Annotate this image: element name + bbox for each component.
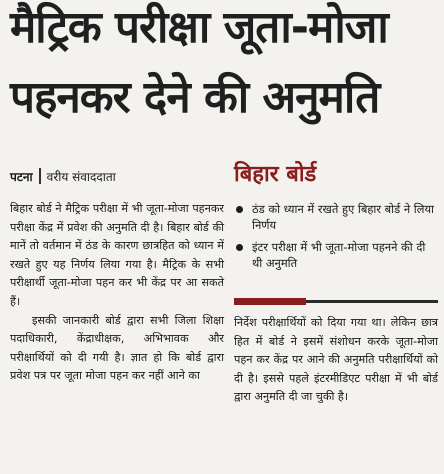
section-divider: [234, 298, 438, 305]
byline: [10, 160, 220, 192]
article-column-left: [10, 200, 224, 386]
bullet-dot-icon: [236, 206, 243, 213]
headline-line-1: मैट्रिक परीक्षा जूता-मोजा: [10, 2, 388, 53]
highlight-bullet: [234, 239, 438, 271]
section-title: बिहार बोर्ड: [234, 162, 317, 187]
article-column-right: [234, 314, 438, 407]
byline-separator: [39, 168, 41, 184]
body-paragraph-1: बिहार बोर्ड ने मैट्रिक परीक्षा में भी जूता-मोजा पहनकर परीक्षा केंद्र में प्रवेश की अनुमति दी है। बिहार बोर्ड की मानें तो वर्तमान में ठंड के कारण छात्रहित को ध्यान में रखते हुए यह निर्णय लिया गया है। मैट्रिक के सभी परीक्षार्थी जूता-मोजा पहन कर भी केंद्र पर आ सकते हैं।: [10, 202, 224, 308]
highlight-bullets: [234, 201, 438, 277]
headline-line-2: पहनकर देने की अनुमति: [10, 72, 380, 123]
divider-accent-bar: [234, 298, 306, 305]
highlight-text: ठंड को ध्यान में रखते हुए बिहार बोर्ड ने लिया निर्णय: [252, 202, 434, 232]
divider-line: [306, 300, 438, 303]
highlight-bullet: [234, 201, 438, 233]
bullet-dot-icon: [236, 244, 243, 251]
byline-reporter: वरीय संवाददाता: [46, 169, 116, 184]
highlight-text: इंटर परीक्षा में भी जूता-मोजा पहनने की दी थी अनुमति: [252, 240, 426, 270]
body-paragraph-3: निर्देश परीक्षार्थियों को दिया गया था। लेकिन छात्र हित में बोर्ड ने इसमें संशोधन करके जूता-मोजा पहन कर केंद्र पर आने की अनुमति परीक्षार्थियों को दी है। इससे पहले इंटरमीडिएट परीक्षा में भी बोर्ड द्वारा अनुमति दी जा चुकी है।: [234, 316, 438, 404]
body-paragraph-2: इसकी जानकारी बोर्ड द्वारा सभी जिला शिक्षा पदाधिकारी, केंद्राधीक्षक, अभिभावक और परीक्षार्थियों को दी गयी है। ज्ञात हो कि बोर्ड द्वारा प्रवेश पत्र पर जूता मोजा पहन कर नहीं आने का: [10, 313, 224, 383]
byline-location: पटना: [10, 169, 33, 184]
